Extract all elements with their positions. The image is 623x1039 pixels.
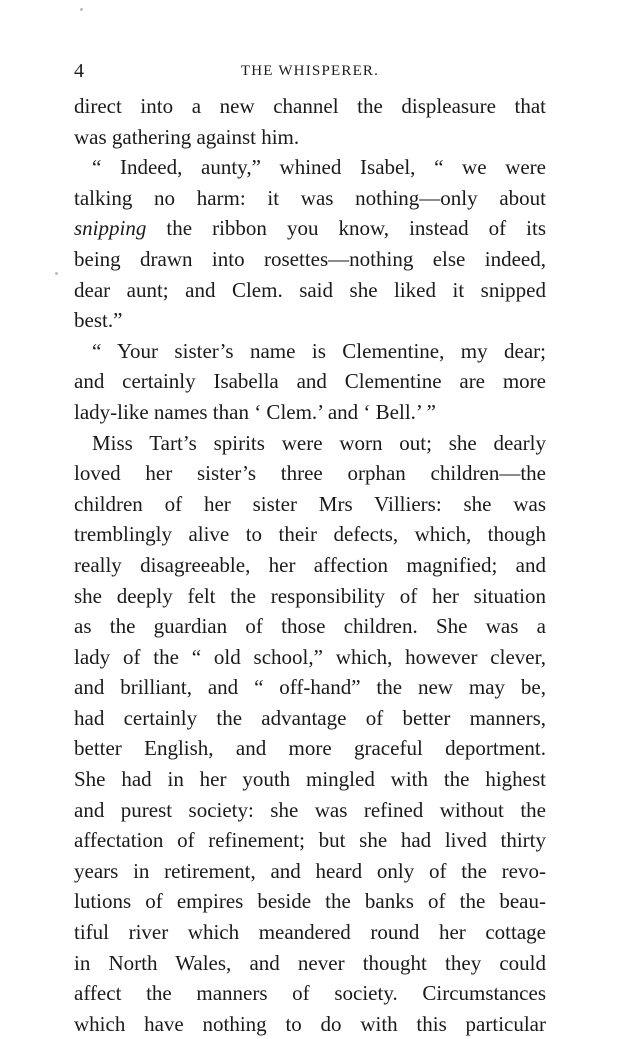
text-line: best.” bbox=[74, 308, 123, 333]
text-line bbox=[74, 213, 546, 244]
text-line: really disagreeable, her affection magnified; and bbox=[74, 552, 546, 577]
text-line: in North Wales, and never thought they could bbox=[74, 950, 546, 975]
text-line: and certainly Isabella and Clementine are more bbox=[74, 369, 546, 394]
text-line: lady-like names than ‘ Clem.’ and ‘ Bell.’ ” bbox=[74, 399, 436, 424]
text-line: talking no harm: it was nothing—only about bbox=[74, 185, 546, 210]
text-line: “ Your sister’s name is Clementine, my dear; bbox=[92, 338, 546, 363]
paper-speck bbox=[80, 8, 83, 11]
text-line: children of her sister Mrs Villiers: she was bbox=[74, 491, 546, 516]
text-line: and brilliant, and “ off-hand” the new may be, bbox=[74, 675, 546, 700]
text-line: years in retirement, and heard only of the revo- bbox=[74, 858, 546, 883]
text-line: affect the manners of society. Circumstances bbox=[74, 981, 546, 1006]
text-line: had certainly the advantage of better manners, bbox=[74, 705, 546, 730]
text-line: affectation of refinement; but she had lived thirty bbox=[74, 828, 546, 853]
body-text bbox=[74, 91, 546, 1039]
text-line: which have nothing to do with this particular bbox=[74, 1011, 546, 1036]
text-line: she deeply felt the responsibility of her situation bbox=[74, 583, 546, 608]
paper-speck bbox=[55, 272, 58, 275]
text-line: as the guardian of those children. She was a bbox=[74, 614, 546, 639]
text-line: “ Indeed, aunty,” whined Isabel, “ we were bbox=[92, 155, 546, 180]
text-line: was gathering against him. bbox=[74, 124, 300, 149]
text-line: direct into a new channel the displeasure that bbox=[74, 94, 546, 118]
text-line: loved her sister’s three orphan children—the bbox=[74, 461, 546, 486]
text-span: the ribbon you know, instead of its bbox=[146, 216, 546, 241]
running-title: THE WHISPERER. bbox=[240, 63, 380, 79]
page-header bbox=[74, 58, 546, 84]
text-line: lutions of empires beside the banks of the beau- bbox=[74, 889, 546, 914]
text-line: tiful river which meandered round her cottage bbox=[74, 920, 546, 945]
page-number: 4 bbox=[74, 60, 84, 82]
text-line: She had in her youth mingled with the highest bbox=[74, 767, 546, 792]
text-line: lady of the “ old school,” which, however clever, bbox=[74, 644, 546, 669]
text-line: Miss Tart’s spirits were worn out; she dearly bbox=[92, 430, 546, 455]
emphasized-word: snipping bbox=[74, 216, 147, 241]
text-line: dear aunt; and Clem. said she liked it snipped bbox=[74, 277, 546, 302]
text-line: and purest society: she was refined without the bbox=[74, 797, 546, 822]
text-line: being drawn into rosettes—nothing else indeed, bbox=[74, 246, 546, 271]
text-line: better English, and more graceful deportment. bbox=[74, 736, 546, 761]
text-line: tremblingly alive to their defects, which, though bbox=[74, 522, 546, 547]
